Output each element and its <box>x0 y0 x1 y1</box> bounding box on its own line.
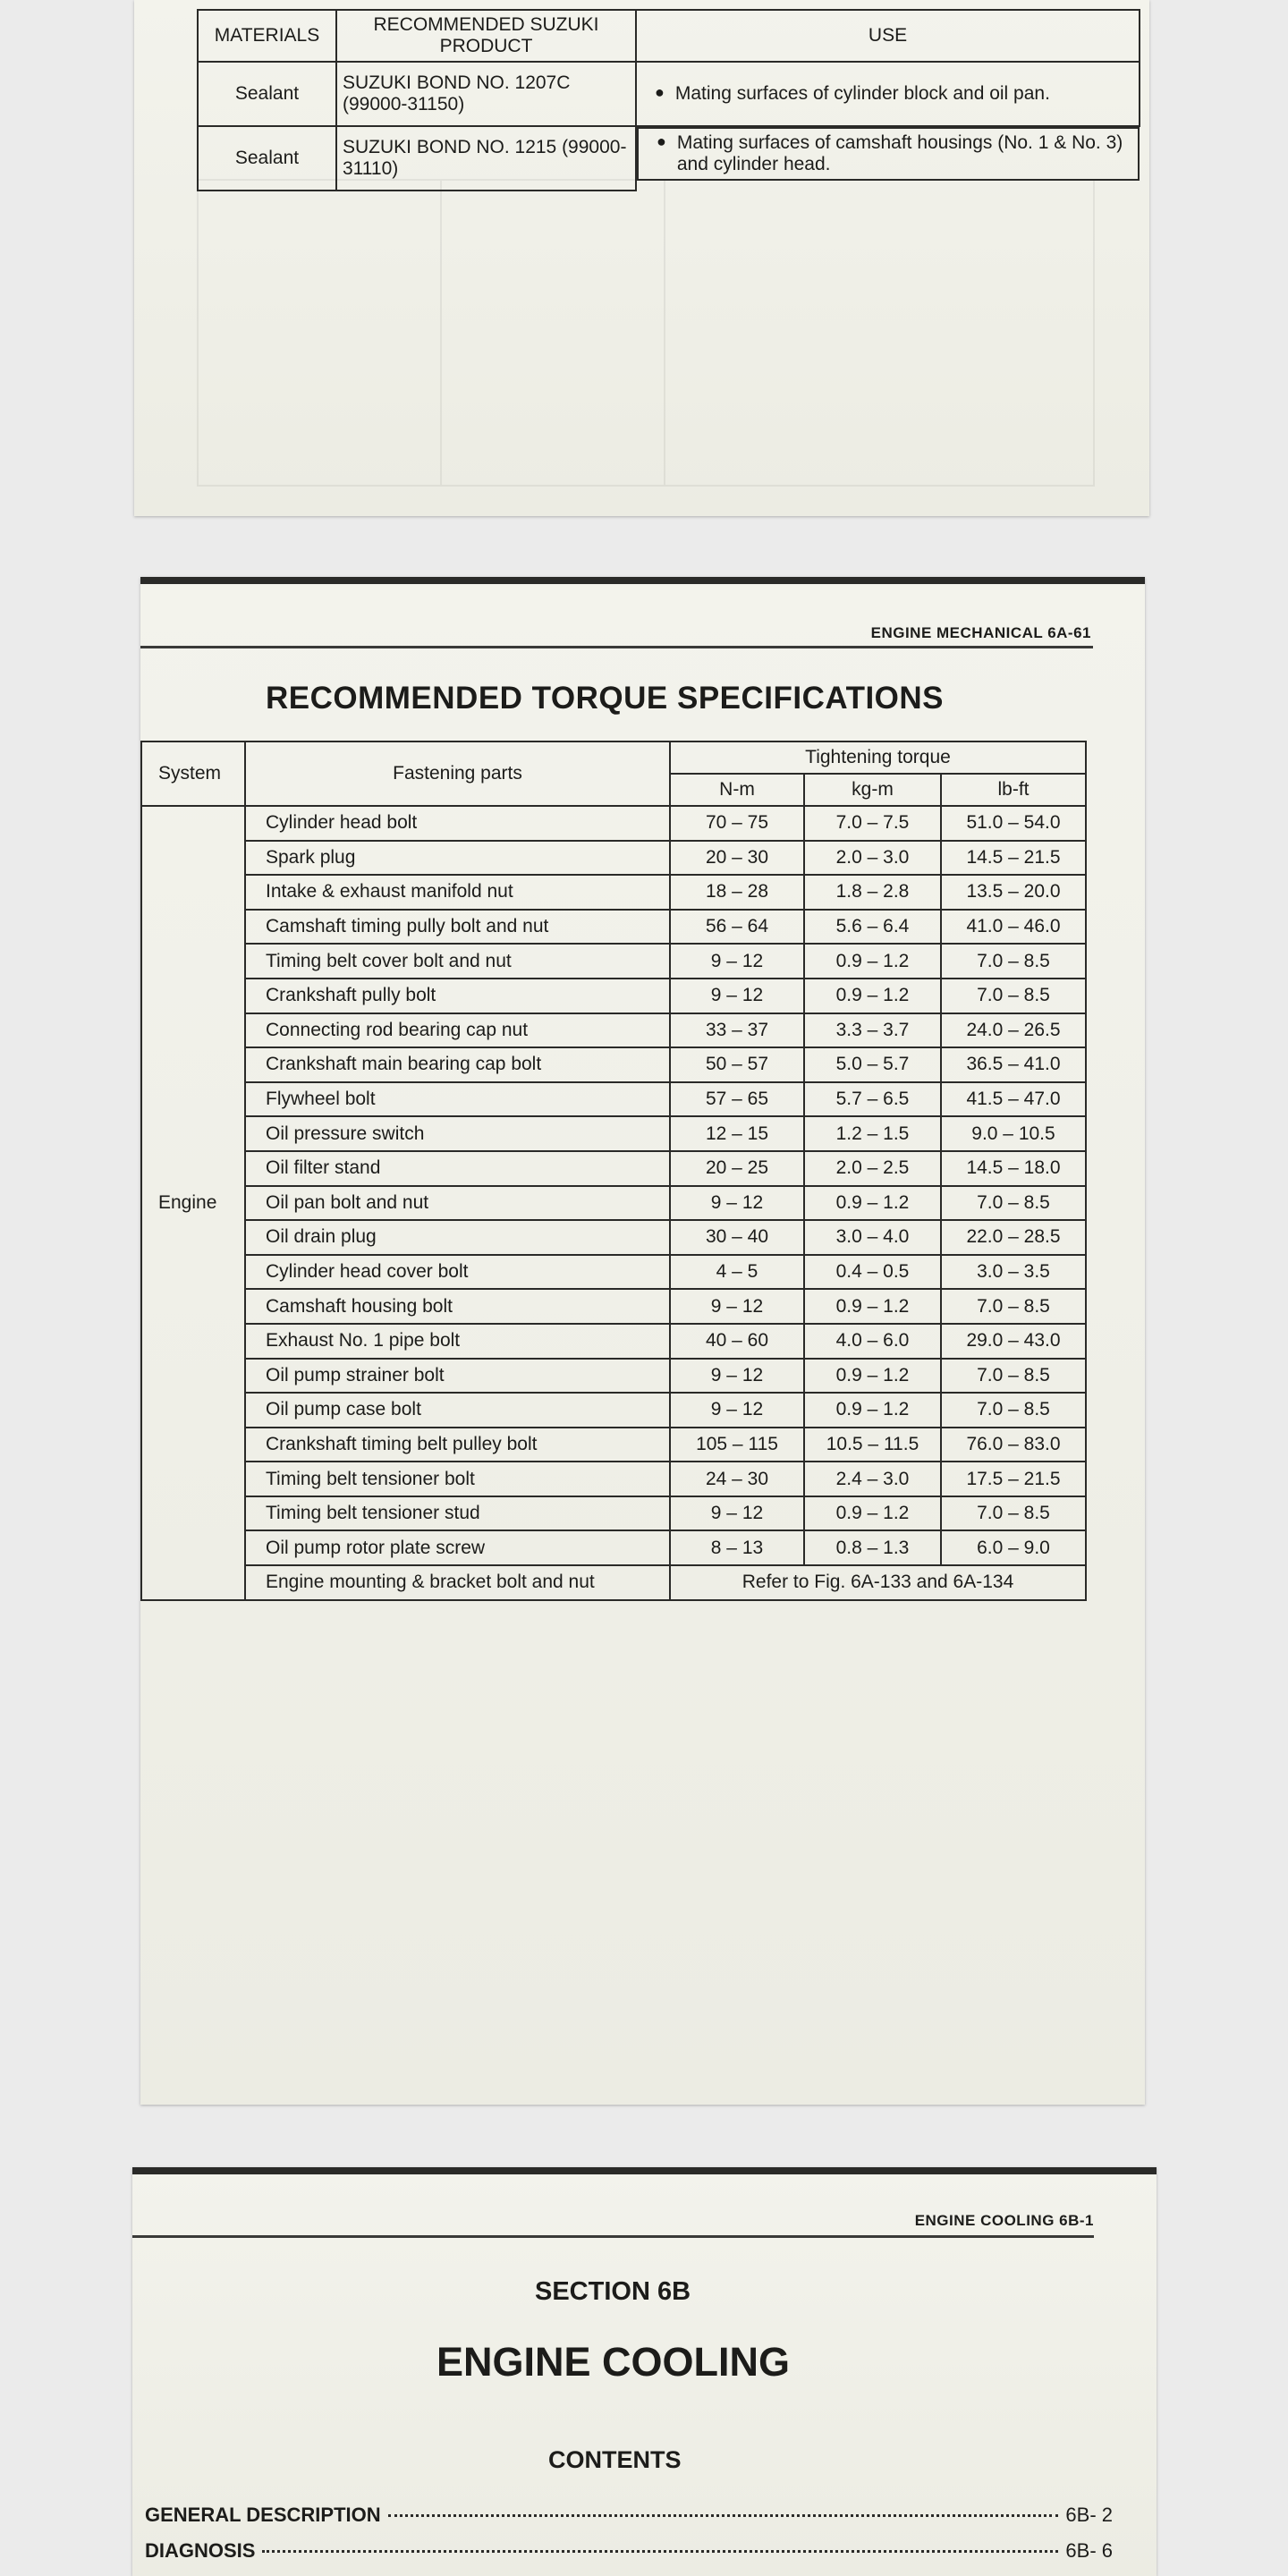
system-cell <box>141 1047 245 1082</box>
toc-leader <box>262 2550 1058 2553</box>
kgm-cell: 5.6 – 6.4 <box>804 910 941 945</box>
lbft-cell: 7.0 – 8.5 <box>941 1359 1086 1394</box>
materials-table <box>197 9 1140 191</box>
running-head-rule <box>140 646 1093 648</box>
fastening-part-cell: Crankshaft timing belt pulley bolt <box>245 1428 670 1462</box>
lbft-cell: 22.0 – 28.5 <box>941 1220 1086 1255</box>
kgm-cell: 0.9 – 1.2 <box>804 1359 941 1394</box>
nm-cell: 70 – 75 <box>670 806 804 841</box>
kgm-cell: 0.9 – 1.2 <box>804 1289 941 1324</box>
bleed-through-figure <box>197 179 1095 487</box>
system-cell <box>141 806 245 841</box>
fastening-part-cell: Oil drain plug <box>245 1220 670 1255</box>
toc-page: 6B- 6 <box>1065 2539 1113 2562</box>
product-cell: SUZUKI BOND NO. 1207C (99000-31150) <box>336 62 636 126</box>
system-cell <box>141 1565 245 1600</box>
kgm-cell: 0.9 – 1.2 <box>804 979 941 1013</box>
product-header: RECOMMENDED SUZUKI PRODUCT <box>336 10 636 62</box>
torque-row <box>141 1082 1086 1117</box>
nm-cell: 9 – 12 <box>670 979 804 1013</box>
system-cell <box>141 944 245 979</box>
kgm-header: kg-m <box>804 774 941 806</box>
nm-cell: 50 – 57 <box>670 1047 804 1082</box>
fastening-part-cell: Crankshaft main bearing cap bolt <box>245 1047 670 1082</box>
system-cell <box>141 1116 245 1151</box>
lbft-cell: 7.0 – 8.5 <box>941 1186 1086 1221</box>
nm-cell: 24 – 30 <box>670 1462 804 1496</box>
kgm-cell: 2.4 – 3.0 <box>804 1462 941 1496</box>
kgm-cell: 5.7 – 6.5 <box>804 1082 941 1117</box>
kgm-cell: 1.8 – 2.8 <box>804 875 941 910</box>
toc-entry[interactable] <box>145 2539 1113 2563</box>
nm-header: N-m <box>670 774 804 806</box>
nm-cell: 30 – 40 <box>670 1220 804 1255</box>
lbft-cell: 41.5 – 47.0 <box>941 1082 1086 1117</box>
lbft-cell: 29.0 – 43.0 <box>941 1324 1086 1359</box>
system-cell <box>141 1324 245 1359</box>
materials-row <box>198 62 1140 126</box>
nm-cell: 9 – 12 <box>670 1496 804 1531</box>
lbft-cell: 7.0 – 8.5 <box>941 944 1086 979</box>
bullet-icon: ● <box>655 83 665 101</box>
kgm-cell: 2.0 – 2.5 <box>804 1151 941 1186</box>
torque-row <box>141 979 1086 1013</box>
use-cell <box>637 127 1140 181</box>
torque-row <box>141 944 1086 979</box>
fastening-part-cell: Oil pump rotor plate screw <box>245 1530 670 1565</box>
lbft-cell: 24.0 – 26.5 <box>941 1013 1086 1048</box>
system-cell <box>141 1220 245 1255</box>
toc-label: GENERAL DESCRIPTION <box>145 2504 381 2526</box>
torque-row <box>141 1324 1086 1359</box>
fastening-part-cell: Intake & exhaust manifold nut <box>245 875 670 910</box>
page-top-edge <box>132 2167 1157 2174</box>
lbft-cell: 7.0 – 8.5 <box>941 1289 1086 1324</box>
fastening-part-cell: Engine mounting & bracket bolt and nut <box>245 1565 670 1600</box>
section-title: ENGINE COOLING <box>436 2339 791 2385</box>
lbft-cell: 7.0 – 8.5 <box>941 1393 1086 1428</box>
bullet-icon: ● <box>657 132 666 150</box>
torque-row <box>141 1462 1086 1496</box>
material-cell: Sealant <box>198 62 336 126</box>
torque-row <box>141 1186 1086 1221</box>
torque-row <box>141 1255 1086 1290</box>
fastening-part-cell: Flywheel bolt <box>245 1082 670 1117</box>
materials-row <box>198 126 1140 191</box>
lbft-cell: 13.5 – 20.0 <box>941 875 1086 910</box>
system-cell <box>141 1462 245 1496</box>
materials-header-row <box>198 10 1140 62</box>
system-cell <box>141 1289 245 1324</box>
torque-row <box>141 1116 1086 1151</box>
torque-header-row <box>141 741 1086 774</box>
material-cell: Sealant <box>198 126 336 191</box>
torque-row <box>141 1220 1086 1255</box>
nm-cell: 9 – 12 <box>670 1289 804 1324</box>
fastening-part-cell: Connecting rod bearing cap nut <box>245 1013 670 1048</box>
lbft-cell: 7.0 – 8.5 <box>941 1496 1086 1531</box>
fastening-part-cell: Camshaft housing bolt <box>245 1289 670 1324</box>
torque-row <box>141 1393 1086 1428</box>
system-cell <box>141 910 245 945</box>
system-cell <box>141 1013 245 1048</box>
nm-cell: 57 – 65 <box>670 1082 804 1117</box>
toc-entry[interactable] <box>145 2504 1113 2527</box>
fastening-part-cell: Oil filter stand <box>245 1151 670 1186</box>
kgm-cell: 0.9 – 1.2 <box>804 1496 941 1531</box>
contents-heading: CONTENTS <box>548 2446 682 2473</box>
torque-row <box>141 910 1086 945</box>
lbft-cell: 36.5 – 41.0 <box>941 1047 1086 1082</box>
fastening-part-cell: Oil pump strainer bolt <box>245 1359 670 1394</box>
kgm-cell: 0.9 – 1.2 <box>804 1186 941 1221</box>
torque-body <box>141 806 1086 1600</box>
system-cell <box>141 1530 245 1565</box>
fastening-part-cell: Camshaft timing pully bolt and nut <box>245 910 670 945</box>
system-cell <box>141 979 245 1013</box>
tightening-header: Tightening torque <box>670 741 1086 774</box>
system-cell <box>141 1496 245 1531</box>
torque-row <box>141 1428 1086 1462</box>
kgm-cell: 4.0 – 6.0 <box>804 1324 941 1359</box>
lbft-cell: 17.5 – 21.5 <box>941 1462 1086 1496</box>
kgm-cell: 7.0 – 7.5 <box>804 806 941 841</box>
fastening-part-cell: Cylinder head cover bolt <box>245 1255 670 1290</box>
system-header: System <box>141 741 245 806</box>
manual-page-cooling <box>132 2167 1157 2576</box>
fastening-part-cell: Timing belt tensioner bolt <box>245 1462 670 1496</box>
nm-cell: 9 – 12 <box>670 1393 804 1428</box>
fastening-part-cell: Timing belt tensioner stud <box>245 1496 670 1531</box>
torque-row <box>141 1289 1086 1324</box>
kgm-cell: 0.9 – 1.2 <box>804 944 941 979</box>
system-cell <box>141 1393 245 1428</box>
lbft-cell: 41.0 – 46.0 <box>941 910 1086 945</box>
lbft-cell: 3.0 – 3.5 <box>941 1255 1086 1290</box>
kgm-cell: 2.0 – 3.0 <box>804 841 941 876</box>
lbft-cell: 7.0 – 8.5 <box>941 979 1086 1013</box>
kgm-cell: 1.2 – 1.5 <box>804 1116 941 1151</box>
page-title: RECOMMENDED TORQUE SPECIFICATIONS <box>266 681 945 716</box>
fastening-part-cell: Oil pump case bolt <box>245 1393 670 1428</box>
nm-cell: 18 – 28 <box>670 875 804 910</box>
fastening-part-cell: Timing belt cover bolt and nut <box>245 944 670 979</box>
fastening-part-cell: Spark plug <box>245 841 670 876</box>
section-label: SECTION 6B <box>535 2277 691 2306</box>
torque-row <box>141 841 1086 876</box>
nm-cell: 20 – 25 <box>670 1151 804 1186</box>
torque-row <box>141 1530 1086 1565</box>
lbft-cell: 51.0 – 54.0 <box>941 806 1086 841</box>
fastening-part-cell: Crankshaft pully bolt <box>245 979 670 1013</box>
toc-label: DIAGNOSIS <box>145 2539 256 2562</box>
torque-row <box>141 1359 1086 1394</box>
kgm-cell: 0.9 – 1.2 <box>804 1393 941 1428</box>
kgm-cell: 5.0 – 5.7 <box>804 1047 941 1082</box>
manual-page-torque <box>140 577 1145 2105</box>
torque-row <box>141 1047 1086 1082</box>
page-top-edge <box>140 577 1145 584</box>
nm-cell: 105 – 115 <box>670 1428 804 1462</box>
materials-header: MATERIALS <box>198 10 336 62</box>
system-cell <box>141 1255 245 1290</box>
nm-cell: 9 – 12 <box>670 1186 804 1221</box>
system-cell <box>141 1428 245 1462</box>
fastening-part-cell: Cylinder head bolt <box>245 806 670 841</box>
toc-leader <box>388 2514 1059 2517</box>
system-cell <box>141 1359 245 1394</box>
lbft-cell: 6.0 – 9.0 <box>941 1530 1086 1565</box>
kgm-cell: 3.3 – 3.7 <box>804 1013 941 1048</box>
torque-table <box>140 741 1087 1601</box>
fastening-part-cell: Exhaust No. 1 pipe bolt <box>245 1324 670 1359</box>
running-head: ENGINE COOLING 6B-1 <box>914 2212 1094 2229</box>
system-cell <box>141 1151 245 1186</box>
nm-cell: 56 – 64 <box>670 910 804 945</box>
torque-row <box>141 875 1086 910</box>
torque-row-last <box>141 1565 1086 1600</box>
torque-row <box>141 1496 1086 1531</box>
nm-cell: 9 – 12 <box>670 1359 804 1394</box>
system-cell <box>141 1082 245 1117</box>
running-head: ENGINE MECHANICAL 6A-61 <box>870 624 1091 641</box>
kgm-cell: 0.8 – 1.3 <box>804 1530 941 1565</box>
nm-cell: 9 – 12 <box>670 944 804 979</box>
nm-cell: 20 – 30 <box>670 841 804 876</box>
use-header: USE <box>636 10 1140 62</box>
product-cell: SUZUKI BOND NO. 1215 (99000-31110) <box>336 126 636 191</box>
toc-page: 6B- 2 <box>1065 2504 1113 2526</box>
lbft-cell: 14.5 – 18.0 <box>941 1151 1086 1186</box>
system-cell <box>141 875 245 910</box>
kgm-cell: 3.0 – 4.0 <box>804 1220 941 1255</box>
nm-cell: 4 – 5 <box>670 1255 804 1290</box>
use-text: Mating surfaces of cylinder block and oil pan. <box>674 83 1050 104</box>
manual-page-materials <box>134 0 1149 516</box>
fastening-part-cell: Oil pressure switch <box>245 1116 670 1151</box>
system-cell: Engine <box>141 1186 245 1221</box>
reference-note-cell: Refer to Fig. 6A-133 and 6A-134 <box>670 1565 1086 1600</box>
kgm-cell: 10.5 – 11.5 <box>804 1428 941 1462</box>
fastening-part-cell: Oil pan bolt and nut <box>245 1186 670 1221</box>
lbft-cell: 14.5 – 21.5 <box>941 841 1086 876</box>
nm-cell: 40 – 60 <box>670 1324 804 1359</box>
nm-cell: 12 – 15 <box>670 1116 804 1151</box>
torque-row <box>141 806 1086 841</box>
running-head-rule <box>132 2235 1094 2238</box>
torque-row <box>141 1013 1086 1048</box>
nm-cell: 8 – 13 <box>670 1530 804 1565</box>
torque-row <box>141 1151 1086 1186</box>
fastening-header: Fastening parts <box>245 741 670 806</box>
lbft-header: lb-ft <box>941 774 1086 806</box>
kgm-cell: 0.4 – 0.5 <box>804 1255 941 1290</box>
use-cell <box>636 62 1140 126</box>
lbft-cell: 76.0 – 83.0 <box>941 1428 1086 1462</box>
system-cell <box>141 841 245 876</box>
lbft-cell: 9.0 – 10.5 <box>941 1116 1086 1151</box>
nm-cell: 33 – 37 <box>670 1013 804 1048</box>
use-text: Mating surfaces of camshaft housings (No. 1 & No. 3) and cylinder head. <box>676 132 1123 174</box>
